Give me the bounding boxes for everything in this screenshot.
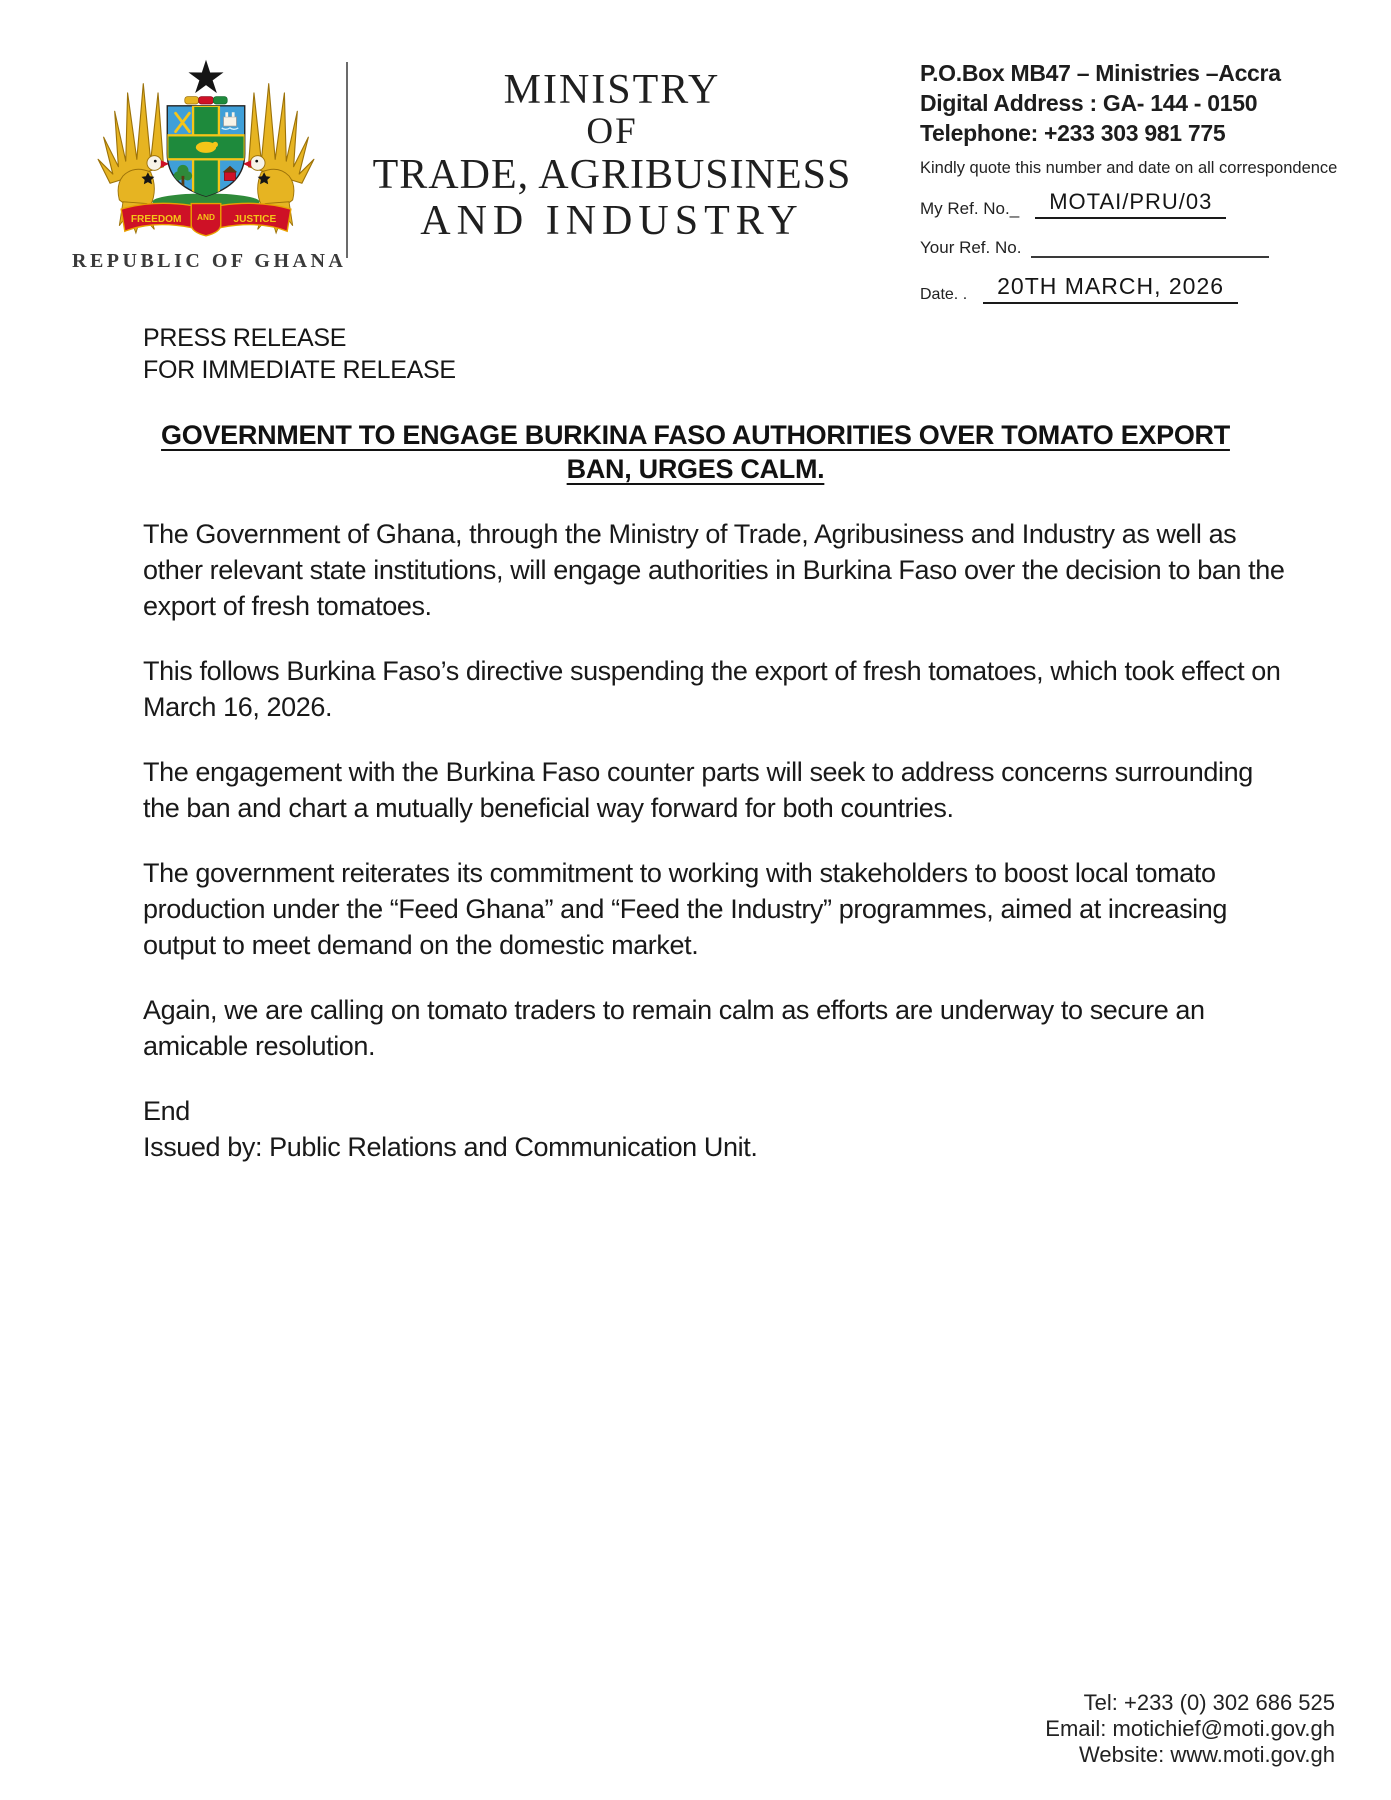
footer-email: Email: motichief@moti.gov.gh — [1045, 1716, 1335, 1741]
date-value: 20TH MARCH, 2026 — [983, 273, 1238, 304]
my-ref-row — [920, 189, 1375, 219]
ghana-coat-of-arms-icon — [95, 56, 317, 246]
body-paragraph-3: The engagement with the Burkina Faso counter parts will seek to address concerns surrounding the ban and chart a mutually beneficial way forward for both countries. — [143, 757, 1253, 823]
issued-by-line: Issued by: Public Relations and Communication Unit. — [143, 1132, 758, 1162]
emblem-caption: REPUBLIC OF GHANA — [72, 250, 347, 272]
po-box-line: P.O.Box MB47 – Ministries –Accra — [920, 60, 1281, 86]
ministry-line-3: TRADE, AGRIBUSINESS — [372, 152, 852, 198]
correspondence-note: Kindly quote this number and date on all correspondence — [920, 159, 1338, 177]
headline-line-2: BAN, URGES CALM. — [566, 454, 825, 484]
my-ref-label: My Ref. No._ — [920, 199, 1020, 218]
ministry-line-1: MINISTRY — [503, 67, 721, 113]
banner-word-justice: JUSTICE — [233, 214, 277, 226]
date-row — [920, 273, 1375, 304]
body-paragraph-1: The Government of Ghana, through the Ministry of Trade, Agribusiness and Industry as well as other relevant state institutions, will engage authorities in Burkina Faso over the decision to ban the export of fresh tomatoes. — [143, 519, 1285, 621]
release-kicker — [143, 322, 456, 386]
body-copy — [143, 516, 1293, 1165]
date-label: Date. . — [920, 286, 968, 303]
header-divider — [346, 62, 348, 258]
your-ref-row — [920, 236, 1375, 258]
coat-of-arms — [72, 56, 347, 273]
telephone-line: Telephone: +233 303 981 775 — [920, 120, 1226, 146]
end-label: End — [143, 1096, 190, 1126]
digital-address-line: Digital Address : GA- 144 - 0150 — [920, 90, 1258, 116]
contact-block — [920, 58, 1375, 304]
your-ref-label: Your Ref. No. — [920, 238, 1022, 257]
body-paragraph-5: Again, we are calling on tomato traders to remain calm as efforts are underway to secure an amicable resolution. — [143, 995, 1205, 1061]
ministry-title — [352, 68, 872, 244]
my-ref-value: MOTAI/PRU/03 — [1035, 189, 1226, 219]
headline-line-1: GOVERNMENT TO ENGAGE BURKINA FASO AUTHORITIES OVER TOMATO EXPORT — [161, 420, 1230, 450]
your-ref-blank-line — [1031, 236, 1269, 258]
ministry-line-2: OF — [586, 111, 638, 152]
body-paragraph-4: The government reiterates its commitment to working with stakeholders to boost local tomato production under the “Feed Ghana” and “Feed the Industry” programmes, aimed at increasing output to meet demand on the domestic market. — [143, 858, 1228, 960]
kicker-immediate-release: FOR IMMEDIATE RELEASE — [143, 356, 456, 384]
ministry-line-4: AND INDUSTRY — [420, 198, 804, 244]
closing-block — [143, 1093, 1293, 1165]
headline — [0, 418, 1391, 486]
page-footer — [1045, 1690, 1335, 1768]
footer-website: Website: www.moti.gov.gh — [1079, 1742, 1335, 1767]
kicker-press-release: PRESS RELEASE — [143, 324, 347, 352]
body-paragraph-2: This follows Burkina Faso’s directive suspending the export of fresh tomatoes, which took effect on March 16, 2026. — [143, 656, 1281, 722]
banner-word-freedom: FREEDOM — [130, 214, 182, 226]
footer-tel: Tel: +233 (0) 302 686 525 — [1083, 1690, 1335, 1715]
banner-word-and: AND — [197, 212, 215, 223]
